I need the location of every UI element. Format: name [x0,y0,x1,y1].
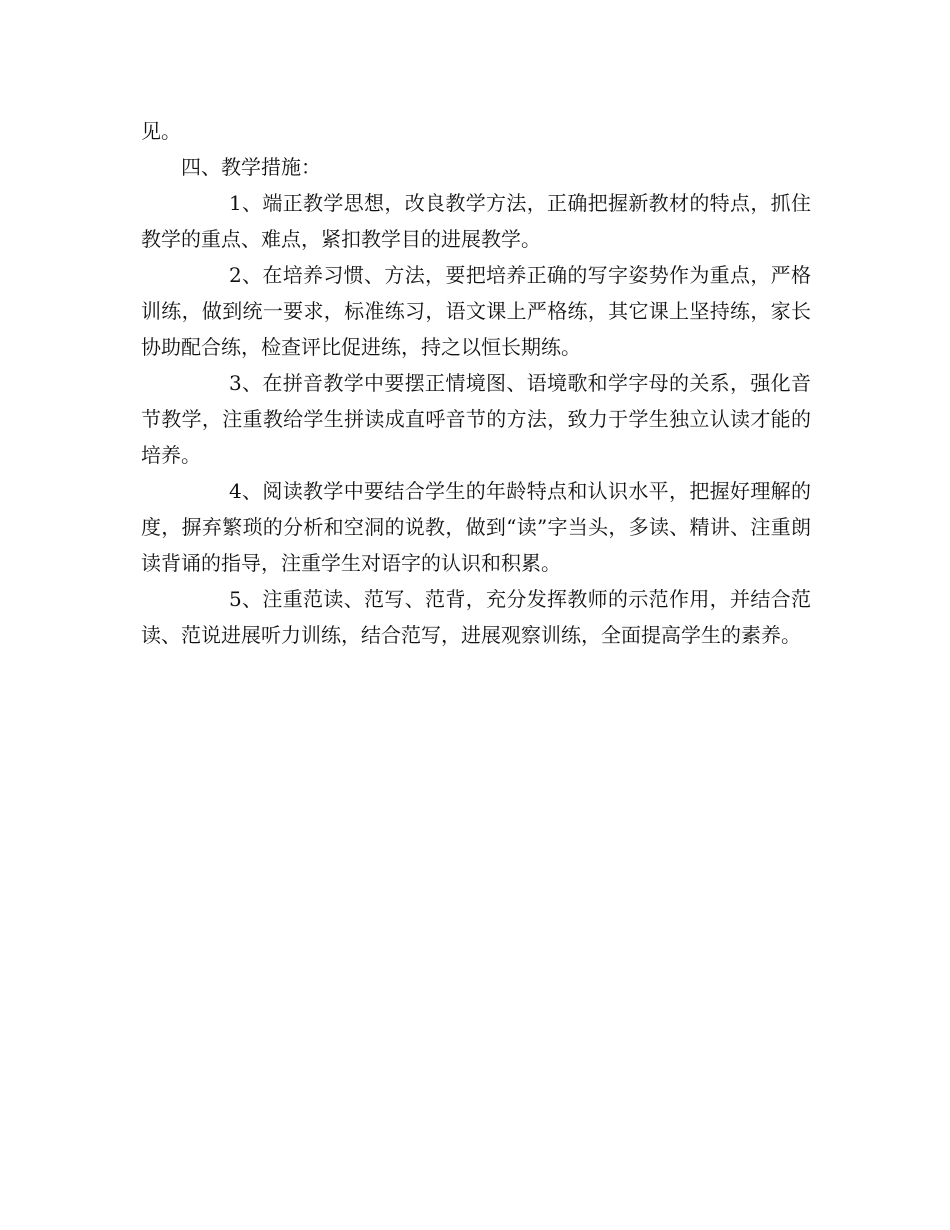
measure-item-2: 2、在培养习惯、方法，要把培养正确的写字姿势作为重点，严格训练，做到统一要求，标准练习，语文课上严格练，其它课上坚持练，家长协助配合练，检查评比促进练，持之以恒长期练。 [141,263,811,359]
measure-item-1: 1、端正教学思想，改良教学方法，正确把握新教材的特点，抓住教学的重点、难点，紧扣教学目的进展教学。 [141,191,811,251]
document-body [141,113,811,653]
measure-item-5: 5、注重范读、范写、范背，充分发挥教师的示范作用，并结合范读、范说进展听力训练，结合范写，进展观察训练，全面提高学生的素养。 [141,587,811,647]
section-heading: 四、教学措施： [181,155,321,179]
measure-item-3: 3、在拼音教学中要摆正情境图、语境歌和学字母的关系，强化音节教学，注重教给学生拼读成直呼音节的方法，致力于学生独立认读才能的培养。 [141,371,811,467]
measure-item-4: 4、阅读教学中要结合学生的年龄特点和认识水平，把握好理解的度，摒弃繁琐的分析和空洞的说教，做到“读”字当头，多读、精讲、注重朗读背诵的指导，注重学生对语字的认识和积累。 [141,479,811,575]
continuation-text: 见。 [141,119,181,143]
